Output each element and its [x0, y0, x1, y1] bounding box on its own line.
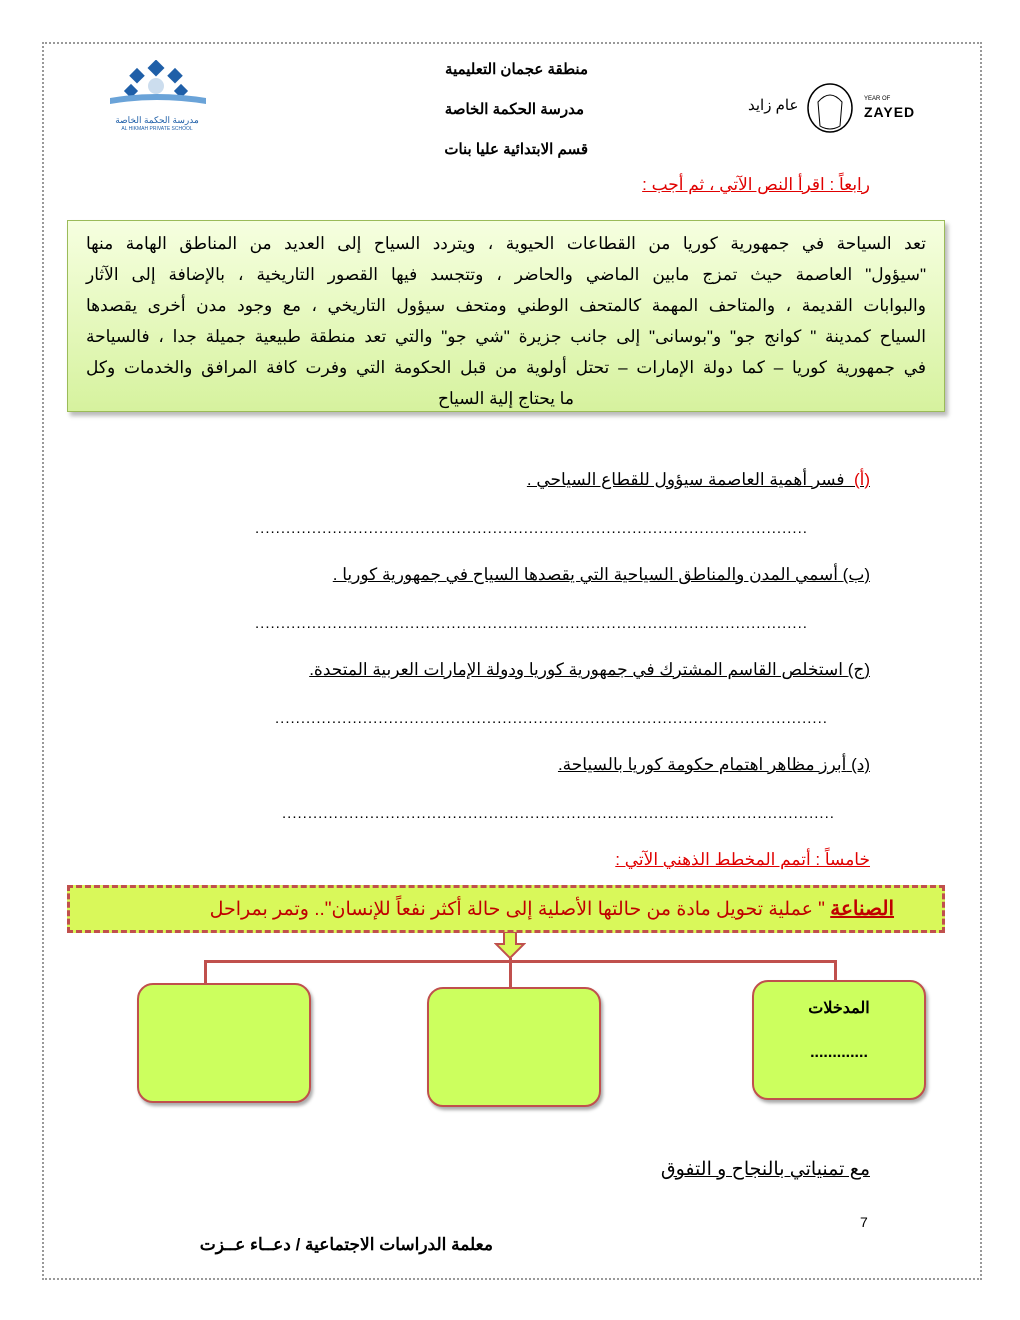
question-b: (ب) أسمي المدن والمناطق السياحية التي يقصدها السياح في جمهورية كوريا . [332, 565, 870, 584]
definition-box: الصناعة " عملية تحويل مادة من حالتها الأصلية إلى حالة أكثر نفعاً للإنسان".. وتمر بمراحل [67, 885, 945, 933]
portrait-icon [806, 82, 854, 134]
page-number: 7 [860, 1214, 868, 1230]
mindmap-box-inputs[interactable]: المدخلات ............. [752, 980, 926, 1100]
connector-line [834, 960, 837, 982]
year-of-zayed-logo: عام زايد YEAR OF ZAYED [748, 82, 918, 134]
mindmap-box-2[interactable] [427, 987, 601, 1107]
question-a: (أ) فسر أهمية العاصمة سيؤول للقطاع السياحي . [526, 470, 870, 489]
school-logo: مدرسة الحكمة الخاصة AL HIKMAH PRIVATE SCHOOL [98, 60, 216, 126]
arrow-down-icon [494, 932, 526, 960]
mindmap-box-3[interactable] [137, 983, 311, 1103]
answer-line-c[interactable]: ........................................................................................................... [275, 710, 828, 727]
question-d: (د) أبرز مظاهر اهتمام حكومة كوريا بالسياحة. [557, 755, 870, 774]
section4-title: رابعاً : اقرأ النص الآتي ، ثم أجب : [642, 175, 870, 194]
reading-passage: تعد السياحة في جمهورية كوريا من القطاعات الحيوية ، ويتردد السياح إلى العديد من المناطق الهامة منها "سيؤول" العاصمة حيث تمزج مابين الماضي والحاضر ، وتتجسد فيها القصور التاريخية ، بالإضافة إلى الآثار والبوابات القديمة ، والمتاحف المهمة كالمتحف الوطني ومتحف سيؤول التاريخي ، مع وجود مدن أخرى يقصدها السياح كمدينة " كوانج جو" و"بوسانى" إلى جانب جزيرة "شي جو" والتي تعد منطقة طبيعية جميلة جدا ، فالسياحة في جمهورية كوريا – كما دولة الإمارات – تحتل أولوية من قبل الحكومة التي وفرت كافة المرافق والخدمات وكل ما يحتاج إلية السياح [67, 220, 945, 412]
connector-line [204, 960, 207, 984]
connector-line [204, 960, 837, 963]
district-name: منطقة عجمان التعليمية [445, 61, 588, 78]
connector-line [509, 958, 512, 988]
teacher-signature: معلمة الدراسات الاجتماعية / دعــاء عــزت [199, 1235, 493, 1254]
answer-line-b[interactable]: ........................................................................................................... [255, 615, 808, 632]
question-c: (ج) استخلص القاسم المشترك في جمهورية كوريا ودولة الإمارات العربية المتحدة. [309, 660, 870, 679]
answer-line-d[interactable]: ........................................................................................................... [282, 805, 835, 822]
school-name: مدرسة الحكمة الخاصة [444, 101, 584, 118]
section5-title: خامساً : أتمم المخطط الذهني الآتي : [615, 850, 870, 869]
answer-line-a[interactable]: ........................................................................................................... [255, 520, 808, 537]
section-name: قسم الابتدائية عليا بنات [444, 141, 588, 158]
closing-wish: مع تمنياتي بالنجاح و التفوق [660, 1159, 870, 1180]
